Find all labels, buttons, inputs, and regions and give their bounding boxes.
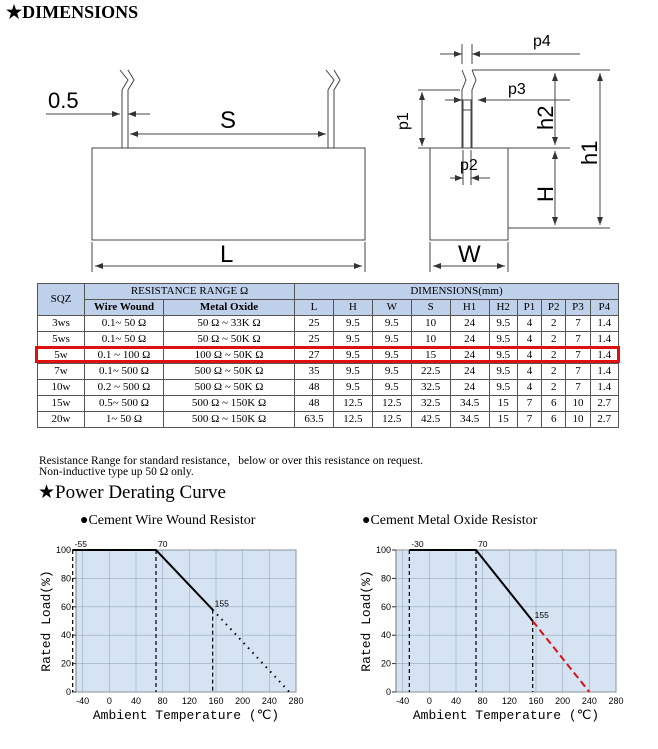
table-cell: 7	[517, 396, 541, 412]
table-cell: 34.5	[450, 396, 489, 412]
x-axis-label: Ambient Temperature (℃)	[412, 708, 600, 723]
table-cell: 9.5	[333, 332, 372, 348]
note-non-inductive: Non-inductive type up 50 Ω only.	[39, 466, 194, 478]
table-cell: 100 Ω ~ 50K Ω	[164, 348, 295, 364]
y-tick-label: 40	[380, 630, 391, 641]
subheader-5: S	[411, 300, 450, 316]
x-tick-label: 120	[181, 696, 197, 706]
sqz-cell: 5ws	[38, 332, 85, 348]
header-dimensions: DIMENSIONS(mm)	[295, 284, 619, 300]
point-annotation: 70	[158, 539, 168, 549]
subheader-4: W	[372, 300, 411, 316]
table-cell: 1.4	[590, 380, 618, 396]
table-cell: 500 Ω ~ 50K Ω	[164, 380, 295, 396]
x-tick-label: 80	[157, 696, 168, 706]
sqz-cell: 10w	[38, 380, 85, 396]
y-tick-label: 80	[380, 573, 391, 584]
y-tick-label: 100	[375, 545, 391, 555]
table-cell: 15	[489, 396, 517, 412]
table-cell: 4	[517, 332, 541, 348]
x-tick-label: 240	[581, 696, 597, 706]
chart-title-wire-wound: ●Cement Wire Wound Resistor	[80, 513, 256, 528]
row-highlight-5w	[35, 346, 620, 363]
x-tick-label: 120	[501, 696, 517, 706]
chart-title-metal-oxide: ●Cement Metal Oxide Resistor	[362, 513, 538, 528]
x-tick-label: -40	[76, 696, 90, 706]
table-cell: 9.5	[372, 348, 411, 364]
table-cell: 2	[542, 332, 566, 348]
y-tick-label: 20	[60, 658, 71, 669]
table-cell: 2	[542, 348, 566, 364]
x-tick-label: 240	[261, 696, 277, 706]
chart-wire-wound	[0, 530, 320, 749]
plot-area	[76, 550, 296, 692]
subheader-2: L	[295, 300, 334, 316]
table-cell: 0.1~ 500 Ω	[85, 364, 164, 380]
y-tick-label: 60	[380, 601, 391, 612]
dimension-drawing	[0, 30, 658, 280]
x-tick-label: 160	[208, 696, 224, 706]
table-cell: 4	[517, 348, 541, 364]
table-cell: 9.5	[489, 332, 517, 348]
label-w: W	[458, 241, 481, 268]
table-cell: 9.5	[372, 380, 411, 396]
x-tick-label: 0	[106, 696, 112, 706]
subheader-11: P4	[590, 300, 618, 316]
table-cell: 7	[566, 380, 590, 396]
x-tick-label: 280	[288, 696, 304, 706]
table-cell: 4	[517, 364, 541, 380]
table-cell: 12.5	[372, 412, 411, 428]
table-cell: 7	[566, 332, 590, 348]
table-cell: 24	[450, 348, 489, 364]
note-resistance-range: Resistance Range for standard resistance，below or over this resistance on request.	[39, 455, 424, 467]
x-tick-label: 80	[477, 696, 488, 706]
point-annotation: 155	[214, 598, 229, 609]
x-tick-label: 200	[235, 696, 251, 706]
subheader-3: H	[333, 300, 372, 316]
derating-curve-title: ★Power Derating Curve	[38, 482, 226, 503]
x-tick-label: 40	[450, 696, 462, 706]
table-cell: 34.5	[450, 412, 489, 428]
plot-area	[396, 550, 616, 692]
table-cell: 7	[566, 348, 590, 364]
point-annotation: 70	[478, 539, 488, 549]
table-cell: 22.5	[411, 364, 450, 380]
x-tick-label: 160	[528, 696, 544, 706]
label-p4: p4	[533, 33, 551, 50]
sqz-cell: 15w	[38, 396, 85, 412]
table-cell: 0.1~ 50 Ω	[85, 332, 164, 348]
table-cell: 7	[566, 364, 590, 380]
table-cell: 500 Ω ~ 150K Ω	[164, 412, 295, 428]
table-cell: 2.7	[590, 396, 618, 412]
sqz-cell: 3ws	[38, 316, 85, 332]
chart-metal-oxide	[320, 530, 640, 749]
label-h1: h1	[577, 140, 602, 165]
table-cell: 12.5	[372, 396, 411, 412]
y-tick-label: 60	[60, 601, 71, 612]
table-row	[38, 412, 619, 428]
table-cell: 10	[411, 316, 450, 332]
table-cell: 48	[295, 380, 334, 396]
table-cell: 15	[489, 412, 517, 428]
table-cell: 63.5	[295, 412, 334, 428]
table-row	[38, 364, 619, 380]
table-cell: 24	[450, 332, 489, 348]
subheader-9: P2	[542, 300, 566, 316]
table-cell: 7	[517, 412, 541, 428]
table-cell: 0.1 ~ 100 Ω	[85, 348, 164, 364]
table-cell: 25	[295, 332, 334, 348]
table-cell: 15	[411, 348, 450, 364]
table-cell: 7	[566, 316, 590, 332]
subheader-6: H1	[450, 300, 489, 316]
sqz-cell: 5w	[38, 348, 85, 364]
label-h: H	[533, 186, 558, 202]
table-cell: 9.5	[489, 380, 517, 396]
y-tick-label: 20	[380, 658, 391, 669]
table-cell: 4	[517, 380, 541, 396]
table-row	[38, 316, 619, 332]
table-cell: 9.5	[372, 316, 411, 332]
x-tick-label: -40	[396, 696, 410, 706]
table-cell: 24	[450, 364, 489, 380]
table-cell: 2	[542, 364, 566, 380]
x-tick-label: 0	[426, 696, 432, 706]
sqz-cell: 7w	[38, 364, 85, 380]
table-cell: 1.4	[590, 364, 618, 380]
table-cell: 4	[517, 316, 541, 332]
label-p1: p1	[395, 112, 412, 130]
x-tick-label: 280	[608, 696, 624, 706]
table-cell: 32.5	[411, 396, 450, 412]
x-axis-label: Ambient Temperature (℃)	[92, 708, 280, 723]
y-tick-label: 40	[60, 630, 71, 641]
point-annotation: -55	[74, 539, 87, 549]
table-cell: 2.7	[590, 412, 618, 428]
table-cell: 50 Ω ~ 33K Ω	[164, 316, 295, 332]
table-cell: 1.4	[590, 332, 618, 348]
y-tick-label: 0	[65, 687, 71, 697]
table-cell: 500 Ω ~ 150K Ω	[164, 396, 295, 412]
table-cell: 9.5	[489, 316, 517, 332]
table-cell: 9.5	[489, 364, 517, 380]
label-p3: p3	[508, 81, 526, 98]
table-cell: 1.4	[590, 316, 618, 332]
table-cell: 9.5	[333, 364, 372, 380]
table-cell: 9.5	[372, 332, 411, 348]
table-cell: 9.5	[333, 380, 372, 396]
table-cell: 25	[295, 316, 334, 332]
subheader-7: H2	[489, 300, 517, 316]
point-annotation: -30	[411, 539, 424, 549]
y-tick-label: 100	[55, 545, 71, 555]
table-cell: 32.5	[411, 380, 450, 396]
table-cell: 500 Ω ~ 50K Ω	[164, 364, 295, 380]
table-cell: 0.1~ 50 Ω	[85, 316, 164, 332]
x-tick-label: 40	[130, 696, 142, 706]
table-cell: 12.5	[333, 396, 372, 412]
subheader-10: P3	[566, 300, 590, 316]
table-cell: 0.2 ~ 500 Ω	[85, 380, 164, 396]
y-tick-label: 80	[60, 573, 71, 584]
sqz-cell: 20w	[38, 412, 85, 428]
table-cell: 48	[295, 396, 334, 412]
table-row	[38, 396, 619, 412]
table-cell: 50 Ω ~ 50K Ω	[164, 332, 295, 348]
header-resistance: RESISTANCE RANGE Ω	[85, 284, 295, 300]
label-h2: h2	[533, 105, 558, 130]
table-cell: 10	[411, 332, 450, 348]
label-0-5: 0.5	[48, 88, 79, 113]
table-cell: 42.5	[411, 412, 450, 428]
table-cell: 2	[542, 380, 566, 396]
table-cell: 10	[566, 412, 590, 428]
table-cell: 10	[566, 396, 590, 412]
subheader-1: Metal Oxide	[164, 300, 295, 316]
table-cell: 27	[295, 348, 334, 364]
table-cell: 1~ 50 Ω	[85, 412, 164, 428]
subheader-0: Wire Wound	[85, 300, 164, 316]
point-annotation: 155	[534, 610, 549, 620]
header-sqz: SQZ	[38, 284, 85, 316]
table-row	[38, 380, 619, 396]
table-cell: 12.5	[333, 412, 372, 428]
label-l: L	[220, 241, 234, 268]
label-p2: p2	[460, 157, 478, 174]
table-cell: 0.5~ 500 Ω	[85, 396, 164, 412]
y-tick-label: 0	[385, 687, 391, 697]
table-cell: 6	[542, 412, 566, 428]
table-cell: 6	[542, 396, 566, 412]
table-cell: 35	[295, 364, 334, 380]
table-cell: 9.5	[333, 316, 372, 332]
x-tick-label: 200	[555, 696, 571, 706]
table-cell: 1.4	[590, 348, 618, 364]
table-cell: 9.5	[372, 364, 411, 380]
table-cell: 9.5	[489, 348, 517, 364]
table-cell: 24	[450, 316, 489, 332]
section-title: ★DIMENSIONS	[6, 2, 139, 22]
subheader-8: P1	[517, 300, 541, 316]
y-axis-label: Rated Load(%)	[359, 570, 374, 672]
table-cell: 2	[542, 316, 566, 332]
table-cell: 24	[450, 380, 489, 396]
table-cell: 9.5	[333, 348, 372, 364]
label-s: S	[220, 107, 237, 134]
y-axis-label: Rated Load(%)	[39, 570, 54, 672]
